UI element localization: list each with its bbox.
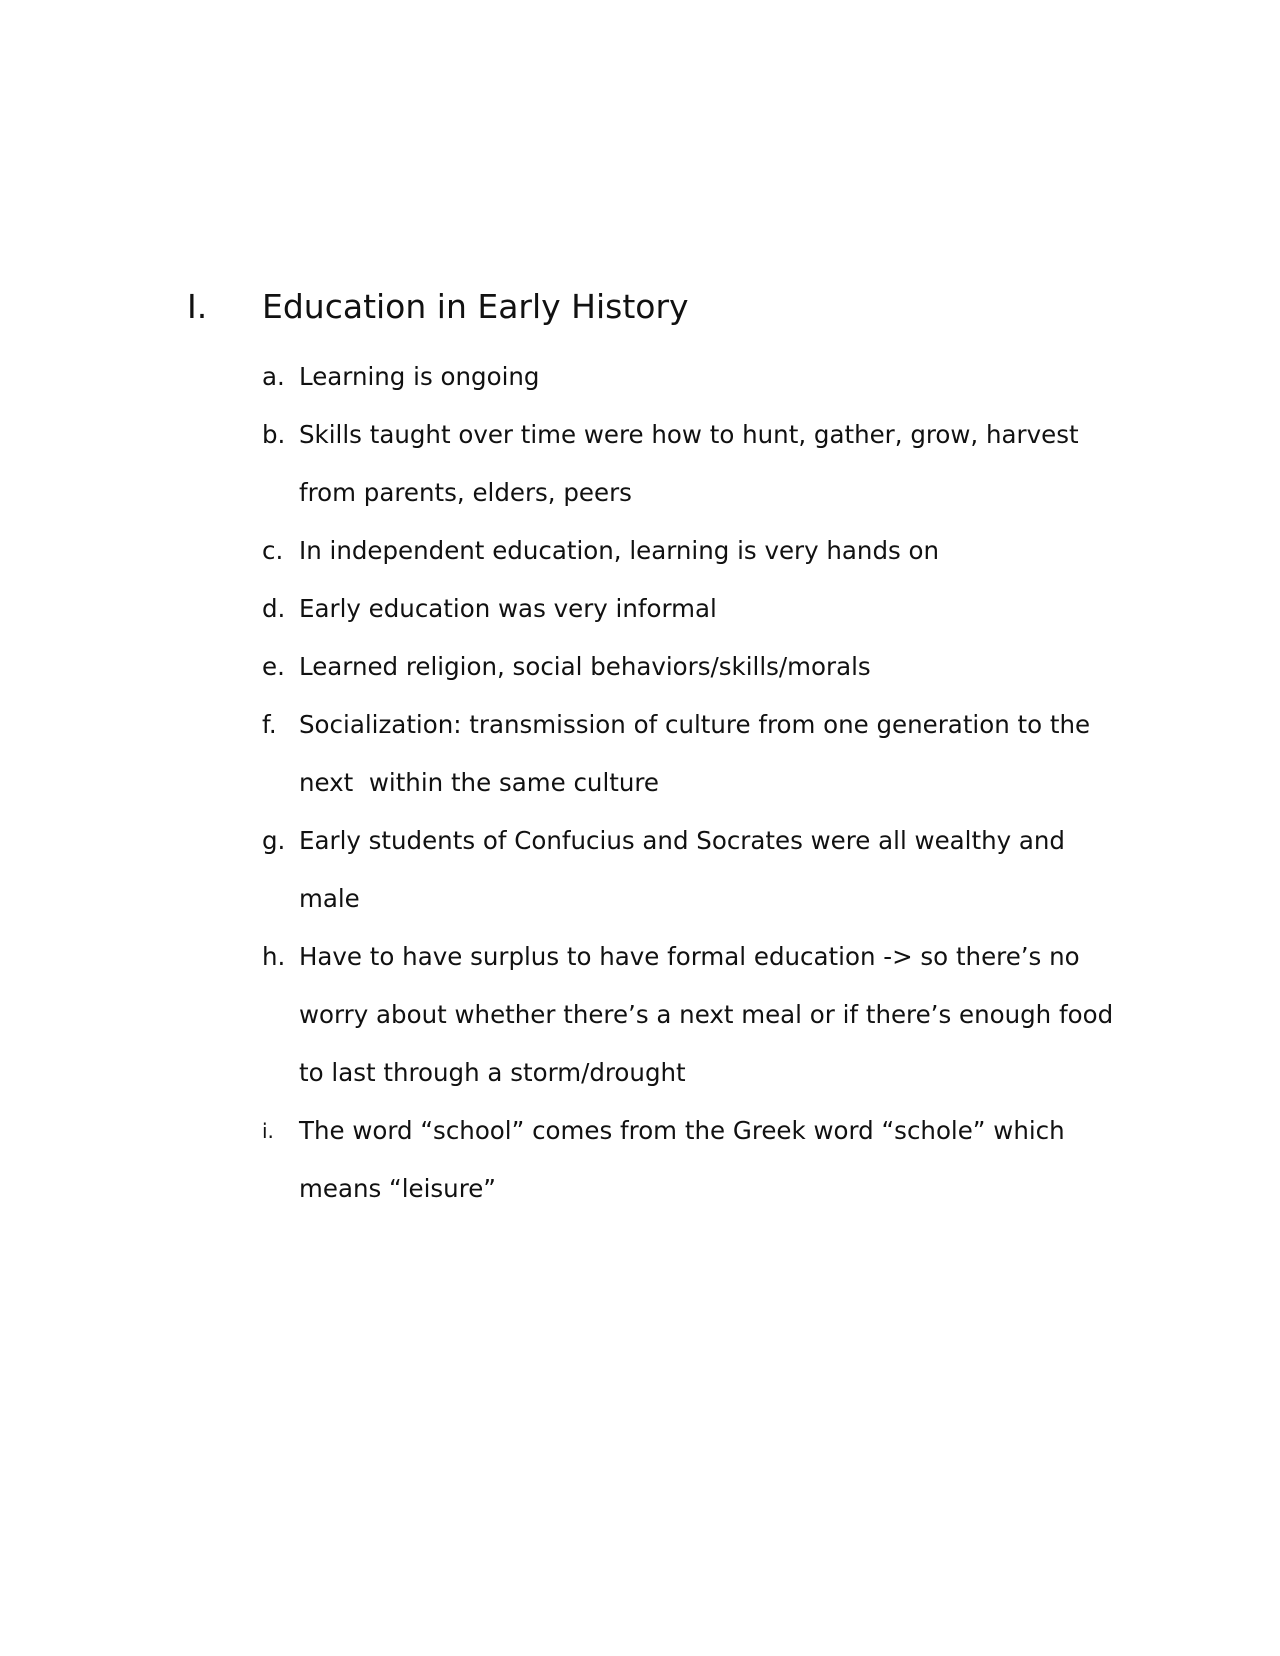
section-heading — [187, 283, 1087, 331]
list-item-a — [262, 348, 1122, 406]
list-item-text: Skills taught over time were how to hunt, gather, grow, harvest from parents, elders, peers — [299, 420, 1087, 507]
list-item-text: In independent education, learning is very hands on — [299, 536, 940, 565]
list-marker: f. — [262, 710, 277, 739]
list-item-i — [262, 1102, 1122, 1218]
list-item-e — [262, 638, 1122, 696]
list-item-text: Have to have surplus to have formal education -> so there’s no worry about whether there’s a next meal or if there’s enough food to last through a storm/drought — [299, 942, 1121, 1087]
list-marker: i. — [262, 1119, 274, 1143]
list-marker: a. — [262, 362, 285, 391]
section-title: Education in Early History — [262, 287, 689, 326]
section-numeral: I. — [187, 287, 208, 326]
list-marker: c. — [262, 536, 284, 565]
list-item-text: Early students of Confucius and Socrates were all wealthy and male — [299, 826, 1073, 913]
list-marker: h. — [262, 942, 286, 971]
list-item-g — [262, 812, 1122, 928]
list-item-c — [262, 522, 1122, 580]
list-marker: e. — [262, 652, 285, 681]
list-item-text: Early education was very informal — [299, 594, 717, 623]
list-item-text: The word “school” comes from the Greek word “schole” which means “leisure” — [299, 1116, 1073, 1203]
list-marker: b. — [262, 420, 286, 449]
list-item-f — [262, 696, 1122, 812]
list-item-d — [262, 580, 1122, 638]
list-marker: d. — [262, 594, 286, 623]
list-item-h — [262, 928, 1122, 1102]
list-item-b — [262, 406, 1122, 522]
list-item-text: Learning is ongoing — [299, 362, 540, 391]
list-item-text: Learned religion, social behaviors/skills/morals — [299, 652, 871, 681]
list-item-text: Socialization: transmission of culture from one generation to the next within the same culture — [299, 710, 1098, 797]
list-marker: g. — [262, 826, 286, 855]
outline-list — [262, 348, 1122, 1218]
